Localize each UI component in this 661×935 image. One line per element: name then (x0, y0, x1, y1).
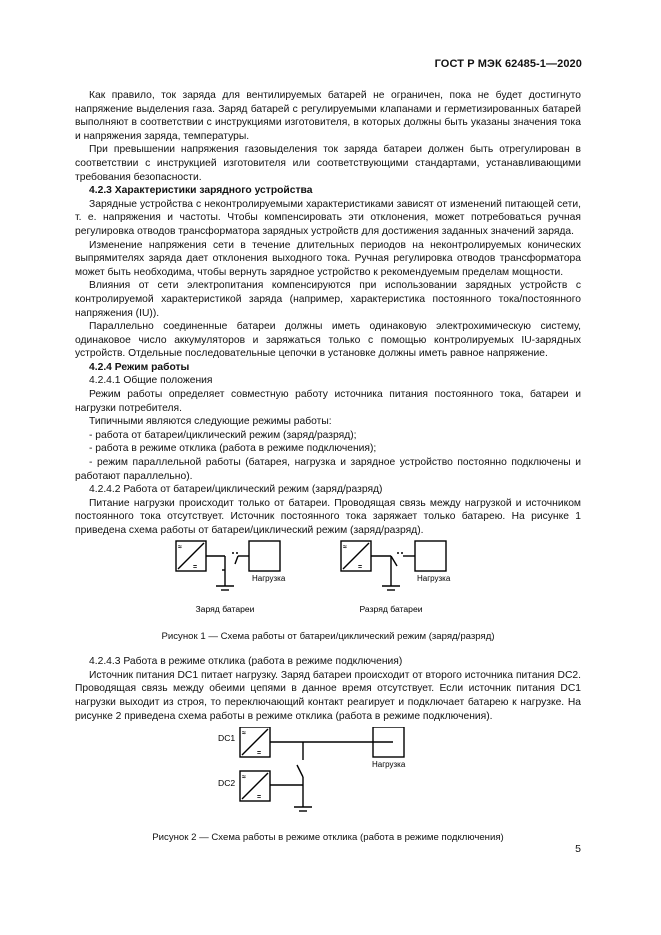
subsection-heading-4-2-4-3: 4.2.4.3 Работа в режиме отклика (работа в режиме подключения) (89, 656, 403, 668)
discharge-label: Разряд батареи (359, 603, 423, 614)
charger-ac-symbol: ≈ (178, 543, 182, 551)
load-label: Нагрузка (417, 573, 451, 583)
figure-1-diagram (75, 538, 581, 622)
figure-2 (75, 727, 581, 817)
subsection-heading-4-2-4-1: 4.2.4.1 Общие положения (89, 375, 213, 387)
figure-1 (75, 538, 581, 622)
list-item: - режим параллельной работы (батарея, нагрузка и зарядное устройство постоянно подключены и работают параллельно). (75, 457, 581, 482)
figure-2-diagram (75, 727, 581, 817)
charger-ac-symbol: ≈ (343, 543, 347, 551)
load-label: Нагрузка (252, 573, 286, 583)
paragraph: Зарядные устройства с неконтролируемыми характеристиками зависят от изменений питающей сети, т. е. напряжения и частоты. Чтобы компенсировать эти отклонения, может потребоваться ручная регулировка отводов трансформатора зарядных устройств для достижения заданных значений заряда. (75, 198, 581, 237)
source-dc-symbol: = (257, 750, 262, 758)
charger-dc-symbol: = (358, 563, 363, 571)
dc1-label: DC1 (218, 733, 236, 744)
source-dc-symbol: = (257, 794, 262, 802)
load-label: Нагрузка (372, 760, 406, 770)
source-ac-symbol: ≈ (242, 730, 246, 738)
list-item: - работа от батареи/циклический режим (заряд/разряд); (89, 429, 357, 441)
figure-2-caption: Рисунок 2 — Схема работы в режиме отклика (работа в режиме подключения) (152, 832, 504, 844)
charger-dc-symbol: = (193, 563, 198, 571)
charge-label: Заряд батареи (195, 603, 255, 614)
paragraph: При превышении напряжения газовыделения ток заряда батареи должен быть отрегулирован в соответствии с инструкцией изготовителя или соответствующими стандартами, устанавливающими требования безопасности. (75, 144, 581, 183)
document-header: ГОСТ Р МЭК 62485-1—2020 (434, 58, 582, 70)
paragraph: Режим работы определяет совместную работу источника питания постоянного тока, батареи и нагрузки потребителя. (75, 389, 581, 414)
modes-intro: Типичными являются следующие режимы работы: (89, 416, 332, 428)
page-content (75, 89, 581, 845)
figure-1-caption: Рисунок 1 — Схема работы от батареи/циклический режим (заряд/разряд) (161, 630, 495, 642)
paragraph: Изменение напряжения сети в течение длительных периодов на неконтролируемых конических выпрямителях заряда дает отклонения выходного тока. Ручная регулировка отводов трансформатора может быть необходима, чтобы вернуть зарядное устройство к рекомендуемым пределам мощности. (75, 239, 581, 278)
subsection-heading-4-2-4-2: 4.2.4.2 Работа от батареи/циклический режим (заряд/разряд) (89, 484, 383, 496)
paragraph: Параллельно соединенные батареи должны иметь одинаковую электрохимическую систему, одинаковое число аккумуляторов и заряжаться только с помощью контролируемых IU-зарядных устройств. Отдельные последовательные цепочки в установке должны иметь равное напряжение. (75, 321, 581, 360)
list-item: - работа в режиме отклика (работа в режиме подключения); (89, 443, 377, 455)
section-heading-4-2-3: 4.2.3 Характеристики зарядного устройства (89, 185, 313, 197)
page-number: 5 (575, 843, 581, 855)
paragraph: Влияния от сети электропитания компенсируются при использовании зарядных устройств с контролируемой характеристикой заряда (например, характеристика постоянного тока/постоянного напряжения (IU)). (75, 280, 581, 319)
section-heading-4-2-4: 4.2.4 Режим работы (89, 361, 190, 373)
source-ac-symbol: ≈ (242, 774, 246, 782)
dc2-label: DC2 (218, 778, 236, 789)
paragraph: Как правило, ток заряда для вентилируемых батарей не ограничен, пока не будет достигнуто напряжение выделения газа. Заряд батарей с регулируемыми клапанами и герметизированных батарей выполняют в соответствии с инструкциями изготовителя, в которых должны быть указаны значения тока и напряжения заряда, температуры. (75, 90, 581, 142)
paragraph: Питание нагрузки происходит только от батареи. Проводящая связь между нагрузкой и источником постоянного тока отсутствует. Источник постоянного тока заряжает только батарею. На рисунке 1 приведена схема работы от батареи/циклический режим (заряд/разряд). (75, 497, 581, 536)
paragraph: Источник питания DC1 питает нагрузку. Заряд батареи происходит от второго источника питания DC2. Проводящая связь между обеими цепями в данное время отсутствует. Если источник питания DC1 нагрузки выходит из строя, то переключающий контакт реагирует и подключает батарею к нагрузке. На рисунке 2 приведена схема работы в режиме отклика (работа в режиме подключения). (75, 669, 581, 722)
